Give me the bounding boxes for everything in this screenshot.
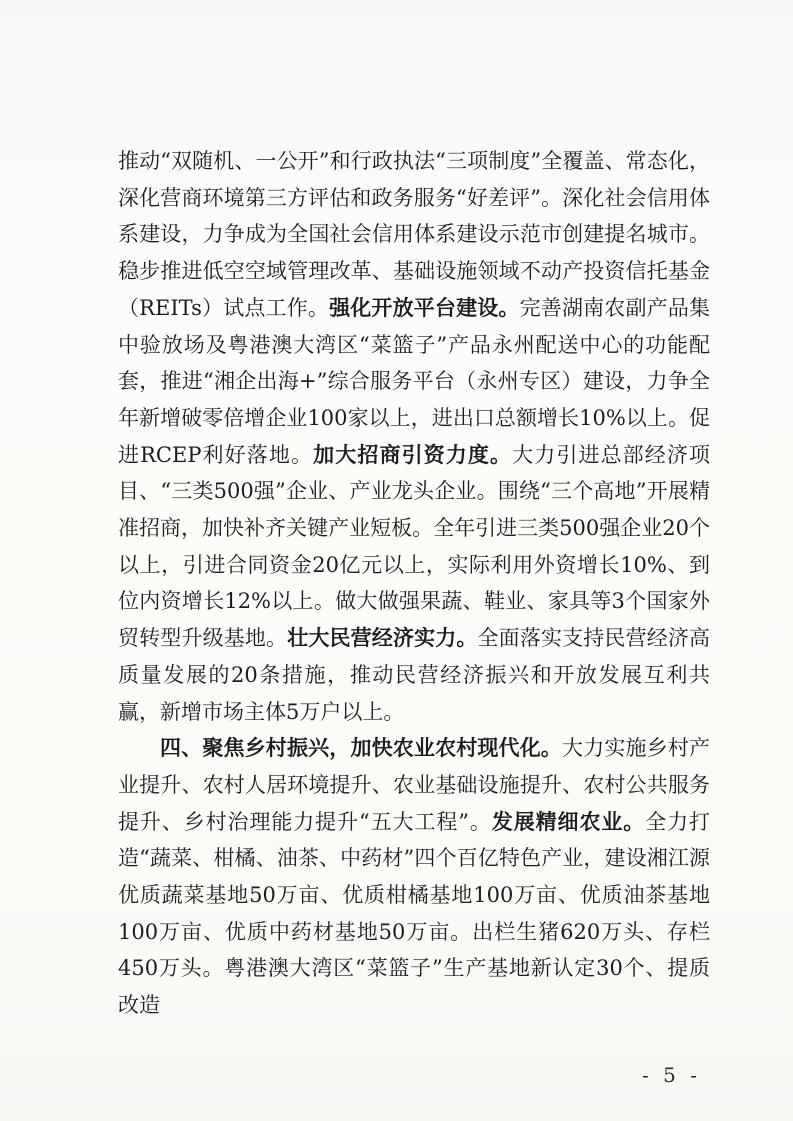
bold-heading: 壮大民营经济实力。 (287, 625, 478, 651)
section-heading: 四、聚焦乡村振兴，加快农业农村现代化。 (160, 735, 563, 761)
text-run: 大力引进总部经济项目、“三类500强”企业、产业龙头企业。围绕“三个高地”开展精准招商，加快补齐关键产业短板。全年引进三类500强企业20个以上，引进合同资金20亿元以上，实际利用外资增长10%、到位内资增长12%以上。做大做强果蔬、鞋业、家具等3个国家外贸转型升级基地。 (118, 442, 711, 651)
text-run: 大力实施乡村产业提升、农村人居环境提升、农业基础设施提升、农村公共服务提升、乡村治理能力提升“五大工程”。 (118, 736, 711, 834)
document-body (118, 143, 710, 1024)
paragraph (118, 143, 710, 730)
bold-heading: 强化开放平台建设。 (329, 294, 520, 320)
text-run: 推动“双随机、一公开”和行政执法“三项制度”全覆盖、常态化，深化营商环境第三方评估和政务服务“好差评”。深化社会信用体系建设，力争成为全国社会信用体系建设示范市创建提名城市。稳步推进低空空域管理改革、基础设施领域不动产投资信托基金（REITs）试点工作。 (118, 149, 710, 320)
page-number: - 5 - (642, 1063, 701, 1087)
text-run: 完善湖南农副产品集中验放场及粤港澳大湾区“菜篮子”产品永州配送中心的功能配套，推进“湘企出海+”综合服务平台（永州专区）建设，力争全年新增破零倍增企业100家以上，进出口总额增长10%以上。促进RCEP利好落地。 (118, 295, 710, 467)
text-run: 全力打造“蔬菜、柑橘、油茶、中药材”四个百亿特色产业，建设湘江源优质蔬菜基地50万亩、优质柑橘基地100万亩、优质油茶基地100万亩、优质中药材基地50万亩。出栏生猪620万头、存栏450万头。粤港澳大湾区“菜篮子”生产基地新认定30个、提质改造 (118, 809, 711, 1018)
bold-heading: 发展精细农业。 (491, 808, 646, 834)
paragraph (118, 730, 710, 1024)
bold-heading: 加大招商引资力度。 (313, 441, 513, 467)
text-run: 全面落实支持民营经济高质量发展的20条措施，推动民营经济振兴和开放发展互利共赢，新增市场主体5万户以上。 (118, 626, 711, 724)
